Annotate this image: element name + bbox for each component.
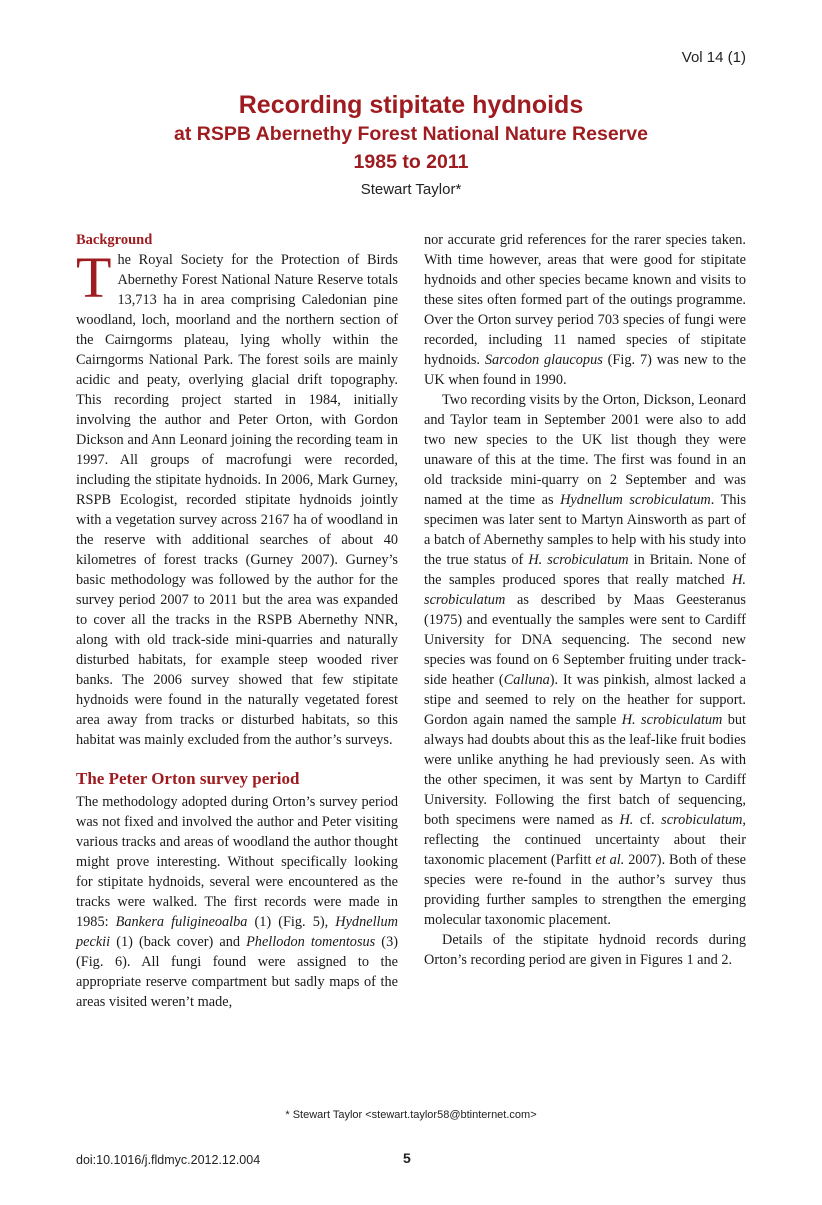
text-span: (3) (Fig. 6). All fungi found were assigned to the appropriate reserve compartment but sadly maps of the areas visited weren’t made, [76,934,398,1010]
page-number: 5 [403,1150,411,1166]
species-name: Phellodon tomentosus [246,934,376,950]
species-name: et al. [595,852,625,868]
volume-label: Vol 14 (1) [681,49,746,66]
continuation-paragraph [424,230,746,390]
species-name: Hydnellum peckii [76,914,398,950]
species-name: Hydnellum scrobiculatum [560,492,711,508]
text-span: cf. [633,812,662,828]
text-span: (Fig. 7) was new to the UK when found in 1990. [424,352,746,388]
species-name: H. scrobiculatum [528,552,629,568]
section-heading-orton: The Peter Orton survey period [76,769,300,788]
article-title: Recording stipitate hydnoids [238,91,584,119]
right-column [424,230,746,970]
species-name: Sarcodon glaucopus [484,352,603,368]
species-name: Bankera fuligineoalba [115,914,248,930]
text-span: Two recording visits by the Orton, Dickson, Leonard and Taylor team in September 2001 were also to add two new species to the UK list though they were unaware of this at the time. The first was found in an old trackside mini-quarry on 2 September and was named at the time as [424,392,746,508]
text-span: . This specimen was later sent to Martyn Ainsworth as part of a batch of Abernethy samples to help with his study into the true status of [424,492,747,568]
text-span: in Britain. None of the samples produced spores that really matched [424,552,747,588]
text-span: , reflecting the continued uncertainty about their taxonomic placement (Parfitt [424,812,746,868]
text-span: as described by Maas Geesteranus (1975) and eventually the samples were sent to Cardiff University for DNA sequencing. The second new species was found on 6 September fruiting under track-side heather ( [424,592,746,688]
text-span: nor accurate grid references for the rarer species taken. With time however, areas that were good for stipitate hydnoids and other species became known and visits to these sites often formed part of the outings programme. Over the Orton survey period 703 species of fungi were recorded, including 11 named species of stipitate hydnoids. [424,232,746,368]
background-text: he Royal Society for the Protection of Birds Abernethy Forest National Nature Reserve totals 13,713 ha in area comprising Caledonian pine woodland, loch, moorland and the northern section of the Cairngorms plateau, lying wholly within the Cairngorms National Park. The forest soils are mainly acidic and peaty, overlying glacial drift topography. This recording project started in 1984, initially involving the author and Peter Orton, with Gordon Dickson and Ann Leonard joining the recording team in 1997. All groups of macrofungi were recorded, including the stipitate hydnoids. In 2006, Mark Gurney, RSPB Ecologist, recorded stipitate hydnoids jointly with a vegetation survey across 2167 ha of woodland in the reserve with additional searches of about 40 kilometres of forest tracks (Gurney 2007). Gurney’s basic methodology was followed by the author for the survey period 2007 to 2011 but the area was expanded to cover all the tracks in the RSPB Abernethy NNR, along with old track-side mini-quarries and naturally disturbed habitats, for example steep wooded river banks. The 2006 survey showed that few stipitate hydnoids were found in the naturally vegetated forest area away from tracks or disturbed habitats, so this habitat was mainly excluded from the author’s surveys. [76,252,398,748]
text-span: 2007). Both of these species were re-found in the author’s survey thus providing further samples to strengthen the emerging molecular taxonomic placement. [424,852,746,928]
text-span: The methodology adopted during Orton’s survey period was not fixed and involved the author and Peter visiting various tracks and areas of woodland the author thought might prove interesting. Without specifically looking for stipitate hydnoids, several were encountered as the tracks were walked. The first records were made in 1985: [76,794,398,930]
section-heading-background: Background [76,232,153,248]
species-name: H. [619,812,634,828]
drop-cap: T [76,245,112,310]
author-footnote: * Stewart Taylor <stewart.taylor58@btinternet.com> [285,1109,537,1121]
recording-visits-paragraph [424,390,746,930]
species-name: H. scrobiculatum [621,712,723,728]
title-block [0,90,822,200]
article-subtitle-years: 1985 to 2011 [353,151,469,173]
species-name: scrobiculatum [661,812,743,828]
species-name: H. scrobiculatum [424,572,746,608]
author-name: Stewart Taylor* [360,181,462,198]
text-span: ). It was pinkish, almost lacked a stipe and seemed to rely on the heather for support. Gordon again named the sample [424,672,746,728]
text-span: (1) (Fig. 5), [247,914,336,930]
background-paragraph [76,245,398,750]
doi-label: doi:10.1016/j.fldmyc.2012.12.004 [76,1153,261,1167]
left-column [76,230,398,1012]
species-name: Calluna [503,672,550,688]
text-span: but always had doubts about this as the leaf-like fruit bodies were unlike anything he had previously seen. As with the other specimen, it was sent by Martyn to Cardiff University. Following the first batch of sequencing, both specimens were named as [424,712,747,828]
article-subtitle-line: at RSPB Abernethy Forest National Nature Reserve [174,123,648,145]
details-paragraph: Details of the stipitate hydnoid records during Orton’s recording period are given in Figures 1 and 2. [424,932,746,968]
text-span: (1) (back cover) and [110,934,247,950]
orton-paragraph [76,792,398,1012]
